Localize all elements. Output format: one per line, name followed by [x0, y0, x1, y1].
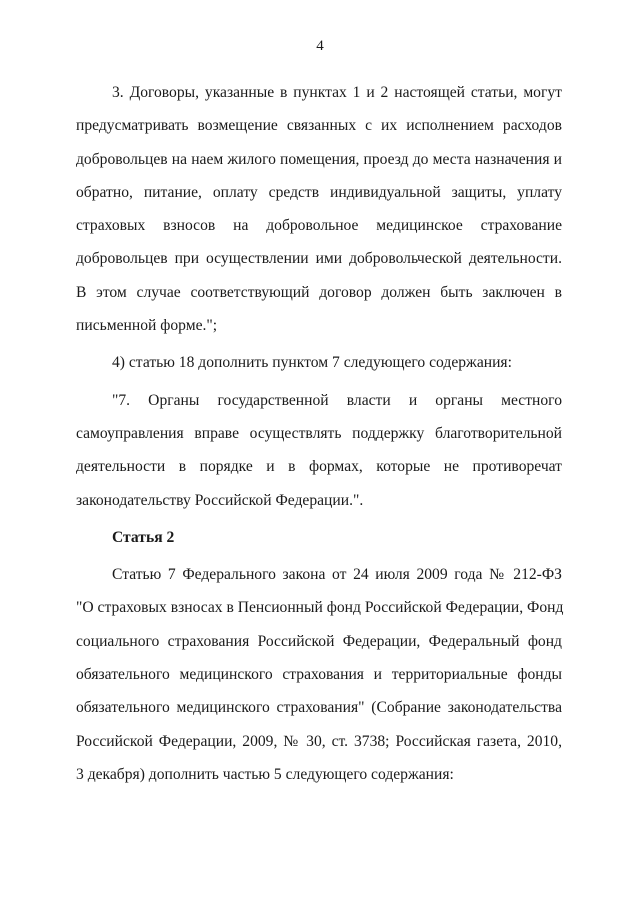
- paragraph-article-2: [76, 558, 562, 791]
- text-line: "7. Органы государственной власти и органы местного: [112, 391, 562, 409]
- text-line: социального страхования Российской Федерации, Федеральный фонд: [76, 632, 562, 650]
- text-line: обязательного медицинского страхования" (Собрание законодательства: [76, 699, 562, 717]
- article-heading: [76, 521, 562, 554]
- text-line: страховых взносов на добровольное медицинское страхование: [76, 217, 562, 235]
- document-body: [76, 76, 562, 791]
- text-line: добровольцев на наем жилого помещения, проезд до места назначения и: [76, 150, 562, 168]
- text-line: Статью 7 Федерального закона от 24 июля 2009 года № 212-ФЗ: [112, 566, 562, 584]
- text-line: письменной форме.";: [76, 317, 218, 335]
- text-line: добровольцев при осуществлении ими добровольческой деятельности.: [76, 250, 562, 268]
- text-line: 3 декабря) дополнить частью 5 следующего содержания:: [76, 765, 454, 783]
- text-line: 4) статью 18 дополнить пунктом 7 следующего содержания:: [112, 354, 512, 372]
- text-line: обязательного медицинского страхования и территориальные фонды: [76, 666, 562, 684]
- text-line: самоуправления вправе осуществлять поддержку благотворительной: [76, 424, 562, 442]
- text-line: 3. Договоры, указанные в пунктах 1 и 2 настоящей статьи, могут: [112, 84, 562, 101]
- paragraph-quoted-clause-7: [76, 384, 562, 517]
- text-line: обратно, питание, оплату средств индивидуальной защиты, уплату: [76, 183, 562, 201]
- paragraph-item-4: [76, 346, 562, 379]
- article-title: Статья 2: [112, 528, 175, 546]
- paragraph-clause-3: [76, 76, 562, 342]
- text-line: "О страховых взносах в Пенсионный фонд Российской Федерации, Фонд: [76, 599, 564, 617]
- text-line: деятельности в порядке и в формах, которые не противоречат: [76, 458, 562, 476]
- text-line: Российской Федерации, 2009, № 30, ст. 3738; Российская газета, 2010,: [76, 732, 562, 750]
- text-line: В этом случае соответствующий договор должен быть заключен в: [76, 283, 562, 301]
- text-line: предусматривать возмещение связанных с их исполнением расходов: [76, 117, 562, 135]
- text-line: законодательству Российской Федерации.".: [76, 491, 364, 509]
- page-number: 4: [316, 38, 324, 54]
